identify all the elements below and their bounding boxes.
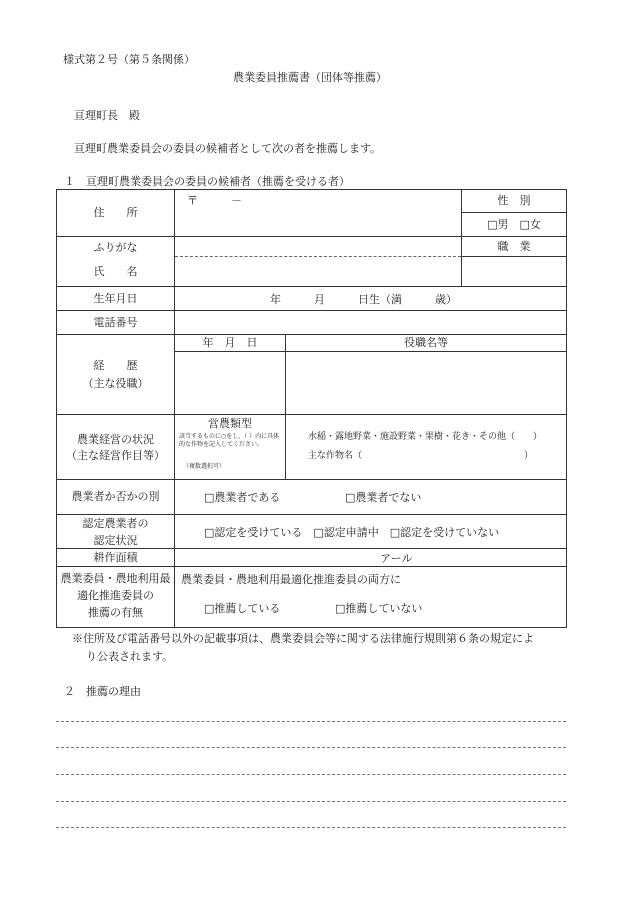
postal-code-mark: 〒 － [187, 194, 242, 207]
cert-label-cell [56, 514, 175, 549]
furigana-divider [175, 256, 461, 257]
section-2-heading: ２ 推薦の理由 [64, 685, 141, 698]
cert-options[interactable]: □認定を受けている □認定申請中 □認定を受けていない [204, 526, 500, 539]
career-date-header: 年 月 日 [202, 336, 258, 350]
gender-checkboxes[interactable]: □男 □女 [487, 217, 541, 231]
addressee: 亘理町長 殿 [74, 109, 140, 122]
name-label: 氏 名 [93, 265, 138, 279]
birthdate-value: 年 月 日生（満 歳） [270, 293, 457, 306]
career-title-input[interactable] [285, 351, 567, 415]
candidate-form-table [56, 189, 567, 628]
furigana-label: ふりがな [93, 241, 138, 255]
both-options-cell[interactable] [174, 566, 567, 628]
phone-input-cell[interactable] [174, 310, 567, 335]
career-sublabel: （主な役職） [82, 377, 149, 391]
farming-type-title: 営農類型 [208, 417, 252, 431]
career-title-header-cell [285, 334, 567, 352]
intro-text: 亘理町農業委員会の委員の候補者として次の者を推薦します。 [74, 142, 382, 155]
cert-label-line2: 認定状況 [93, 534, 138, 548]
farmer-label: 農業者か否かの別 [71, 490, 160, 504]
area-unit: アール [380, 552, 413, 565]
career-label: 経 歴 [93, 359, 138, 373]
note-line-2: り公表されます。 [86, 650, 174, 663]
gender-options-cell[interactable] [461, 212, 567, 237]
both-no-checkbox[interactable]: □推薦していない [335, 602, 423, 615]
reason-line-2[interactable] [56, 747, 566, 748]
birthdate-label: 生年月日 [93, 291, 138, 305]
reason-line-5[interactable] [56, 827, 566, 828]
form-number: 様式第２号（第５条関係） [63, 53, 195, 66]
crop-list[interactable]: 水稲・露地野菜・施設野菜・果樹・花き・その他（ ） [308, 432, 543, 442]
birthdate-input-cell[interactable] [174, 286, 567, 311]
farmer-options-cell[interactable] [174, 479, 567, 515]
name-label-cell [56, 236, 175, 287]
career-date-input[interactable] [174, 351, 286, 415]
farmer-label-cell [56, 479, 175, 515]
career-title-header: 役職名等 [404, 336, 448, 350]
both-label-cell [56, 566, 175, 628]
both-label-line2: 適化推進委員の [77, 589, 154, 603]
reason-line-4[interactable] [56, 801, 566, 802]
phone-label-cell [56, 310, 175, 335]
address-input-cell[interactable] [174, 189, 462, 237]
both-yes-checkbox[interactable]: □推薦している [204, 602, 281, 615]
farming-label-cell [56, 414, 175, 480]
farming-type-cell [174, 414, 286, 480]
cert-options-cell[interactable] [174, 514, 567, 549]
occupation-cell[interactable] [461, 236, 567, 287]
reason-line-1[interactable] [56, 721, 566, 722]
area-label-cell [56, 548, 175, 567]
career-date-header-cell [174, 334, 286, 352]
note-line-1: ※住所及び電話番号以外の記載事項は、農業委員会等に関する法律施行規則第６条の規定によ [72, 632, 534, 645]
birthdate-label-cell [56, 286, 175, 311]
both-question: 農業委員・農地利用最適化推進委員の両方に [181, 573, 401, 586]
career-label-cell [56, 334, 175, 415]
farming-sublabel: （主な経営作目等） [66, 449, 165, 463]
crop-selection-cell[interactable] [285, 414, 567, 480]
address-label-cell [56, 189, 175, 237]
farmer-yes-checkbox[interactable]: □農業者である [204, 491, 281, 504]
farming-type-note: 該当するものに○をし、（ ）内に具体的な作物を記入してください。 [179, 433, 280, 449]
reason-line-3[interactable] [56, 774, 566, 775]
section-1-heading: １ 亘理町農業委員会の委員の候補者（推薦を受ける者） [64, 175, 350, 188]
main-crop-field[interactable]: 主な作物名（ ） [308, 451, 534, 461]
occupation-divider [462, 256, 566, 257]
cert-label-line1: 認定農業者の [82, 517, 149, 531]
address-label: 住 所 [93, 206, 138, 220]
document-title: 農業委員推薦書（団体等推薦） [233, 71, 387, 84]
both-label-line1: 農業委員・農地利用最 [60, 572, 171, 586]
area-input-cell[interactable] [174, 548, 567, 567]
name-input-cell[interactable] [174, 236, 462, 287]
farmer-no-checkbox[interactable]: □農業者でない [345, 491, 422, 504]
area-label: 耕作面積 [93, 550, 138, 564]
farming-type-note-multi: （複数選択可） [183, 463, 226, 470]
occupation-label: 職 業 [497, 240, 531, 254]
gender-label-cell [461, 189, 567, 213]
both-label-line3: 推薦の有無 [88, 606, 143, 620]
farming-label: 農業経営の状況 [77, 433, 154, 447]
phone-label: 電話番号 [93, 315, 138, 329]
gender-label: 性 別 [497, 194, 531, 208]
